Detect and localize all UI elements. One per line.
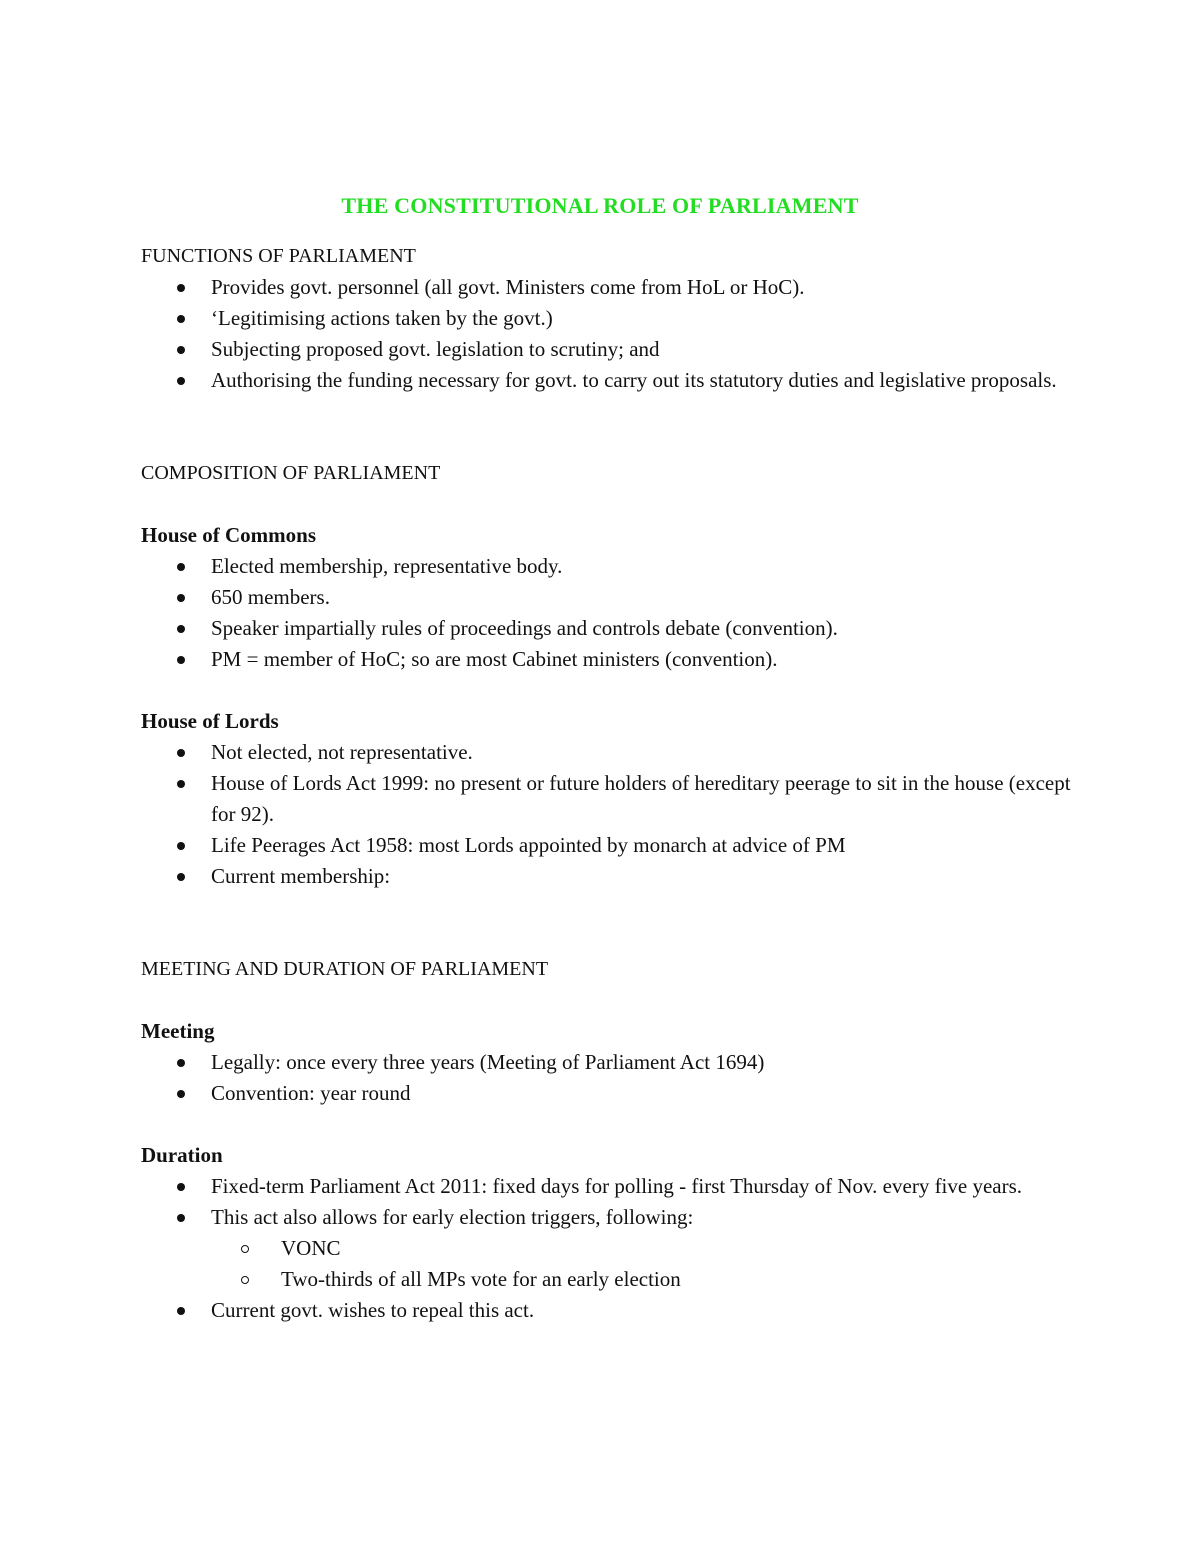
subheading-house-of-lords: House of Lords: [141, 709, 279, 733]
meeting-list: [141, 1047, 1071, 1109]
list-item: Life Peerages Act 1958: most Lords appointed by monarch at advice of PM: [141, 830, 1071, 861]
bullet-icon: [177, 377, 185, 385]
bullet-icon: [177, 563, 185, 571]
bullet-icon: [177, 873, 185, 881]
list-item: Current govt. wishes to repeal this act.: [141, 1295, 1071, 1326]
list-item: This act also allows for early election triggers, following:: [141, 1202, 1071, 1233]
sub-list-item: Two-thirds of all MPs vote for an early election: [211, 1264, 1071, 1295]
duration-list: [141, 1171, 1071, 1233]
list-item: Fixed-term Parliament Act 2011: fixed days for polling - first Thursday of Nov. every five years.: [141, 1171, 1071, 1202]
list-item: Subjecting proposed govt. legislation to scrutiny; and: [141, 334, 1071, 365]
bullet-icon: [177, 656, 185, 664]
subheading-meeting: Meeting: [141, 1019, 215, 1043]
duration-trailing-list: [141, 1295, 1071, 1326]
spacer: [141, 1109, 1071, 1140]
spacer: [141, 892, 1071, 954]
document-body: [141, 241, 1071, 1326]
list-item: 650 members.: [141, 582, 1071, 613]
list-item: Authorising the funding necessary for govt. to carry out its statutory duties and legislative proposals.: [141, 365, 1071, 396]
list-item: Elected membership, representative body.: [141, 551, 1071, 582]
bullet-icon: [177, 346, 185, 354]
section-heading-meeting-duration: MEETING AND DURATION OF PARLIAMENT: [141, 958, 549, 980]
list-item: Convention: year round: [141, 1078, 1071, 1109]
sub-list-item: VONC: [211, 1233, 1071, 1264]
spacer: [141, 985, 1071, 1016]
house-of-commons-list: [141, 551, 1071, 675]
list-item: Speaker impartially rules of proceedings and controls debate (convention).: [141, 613, 1071, 644]
functions-list: [141, 272, 1071, 396]
bullet-icon: [177, 284, 185, 292]
list-item: ‘Legitimising actions taken by the govt.): [141, 303, 1071, 334]
bullet-icon: [177, 1059, 185, 1067]
section-heading-composition: COMPOSITION OF PARLIAMENT: [141, 462, 441, 484]
hollow-bullet-icon: [241, 1245, 249, 1253]
bullet-icon: [177, 780, 185, 788]
list-item: Not elected, not representative.: [141, 737, 1071, 768]
hollow-bullet-icon: [241, 1276, 249, 1284]
duration-sub-list: [141, 1233, 1071, 1295]
bullet-icon: [177, 625, 185, 633]
list-item: Current membership:: [141, 861, 1071, 892]
subheading-duration: Duration: [141, 1143, 223, 1167]
spacer: [141, 396, 1071, 458]
list-item: House of Lords Act 1999: no present or future holders of hereditary peerage to sit in the house (except for 92).: [141, 768, 1071, 830]
bullet-icon: [177, 1307, 185, 1315]
bullet-icon: [177, 1214, 185, 1222]
spacer: [141, 489, 1071, 520]
bullet-icon: [177, 1183, 185, 1191]
bullet-icon: [177, 315, 185, 323]
list-item: Provides govt. personnel (all govt. Ministers come from HoL or HoC).: [141, 272, 1071, 303]
spacer: [141, 675, 1071, 706]
bullet-icon: [177, 594, 185, 602]
document-title: THE CONSTITUTIONAL ROLE OF PARLIAMENT: [341, 192, 859, 218]
bullet-icon: [177, 749, 185, 757]
list-item: PM = member of HoC; so are most Cabinet ministers (convention).: [141, 644, 1071, 675]
bullet-icon: [177, 842, 185, 850]
subheading-house-of-commons: House of Commons: [141, 523, 317, 547]
section-heading-functions: FUNCTIONS OF PARLIAMENT: [141, 245, 416, 267]
bullet-icon: [177, 1090, 185, 1098]
list-item: Legally: once every three years (Meeting of Parliament Act 1694): [141, 1047, 1071, 1078]
house-of-lords-list: [141, 737, 1071, 892]
